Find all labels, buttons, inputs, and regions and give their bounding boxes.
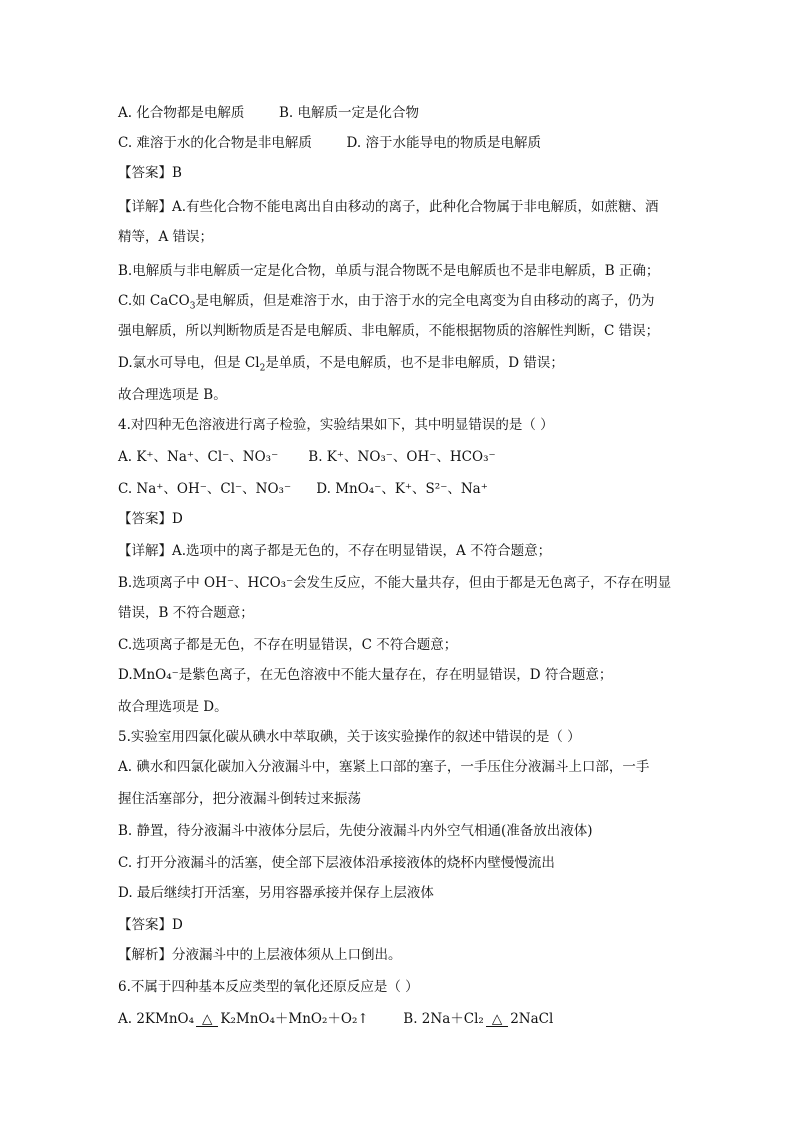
q4-stem: 4.对四种无色溶液进行离子检验，实验结果如下，其中明显错误的是（ ） xyxy=(118,417,554,433)
q3-detail-4-end: 是电解质，但是难溶于水，由于溶于水的完全电离变为自由移动的离子，仍为 xyxy=(195,293,655,309)
q3-option-c: C. 难溶于水的化合物是非电解质 xyxy=(118,135,312,151)
q6-option-a-reactant: A. 2KMnO₄ xyxy=(118,1011,195,1027)
q3-detail-line-3: B.电解质与非电解质一定是化合物，单质与混合物既不是电解质也不是非电解质，B 正确； xyxy=(118,263,660,279)
q3-conclusion: 故合理选项是 B。 xyxy=(118,387,227,403)
q6-option-b-product: 2NaCl xyxy=(510,1011,554,1027)
q5-answer: 【答案】D xyxy=(118,917,183,933)
q6-options-row-1 xyxy=(118,1010,678,1028)
q4-option-b: B. K⁺、NO₃⁻、OH⁻、HCO₃⁻ xyxy=(308,449,496,465)
q4-options-row-1 xyxy=(118,448,678,466)
q3-option-d: D. 溶于水能导电的物质是电解质 xyxy=(346,135,541,151)
q5-option-b: B. 静置，待分液漏斗中液体分层后，先使分液漏斗内外空气相通(准备放出液体) xyxy=(118,823,593,839)
q4-detail-line-5: D.MnO₄⁻是紫色离子，在无色溶液中不能大量存在，存在明显错误，D 符合题意； xyxy=(118,667,613,683)
q4-detail-line-1: 【详解】A.选项中的离子都是无色的，不存在明显错误，A 不符合题意； xyxy=(118,543,552,559)
q3-option-b: B. 电解质一定是化合物 xyxy=(278,105,419,121)
q6-option-a-products: K₂MnO₄＋MnO₂＋O₂↑ xyxy=(220,1011,369,1027)
q3-detail-line-2: 精等，A 错误； xyxy=(118,229,214,245)
q4-conclusion: 故合理选项是 D。 xyxy=(118,699,228,715)
q3-detail-line-1: 【详解】A.有些化合物不能电离出自由移动的离子，此种化合物属于非电解质，如蔗糖、酒 xyxy=(118,199,659,215)
q5-option-d: D. 最后继续打开活塞，另用容器承接并保存上层液体 xyxy=(118,885,434,901)
q4-option-a: A. K⁺、Na⁺、Cl⁻、NO₃⁻ xyxy=(118,449,279,465)
q3-detail-4-start: C.如 CaCO xyxy=(118,293,190,309)
q5-option-a-line-1: A. 碘水和四氯化碳加入分液漏斗中，塞紧上口部的塞子，一手压住分液漏斗上口部，一手 xyxy=(118,759,650,775)
q3-detail-line-6 xyxy=(118,354,678,372)
q4-answer: 【答案】D xyxy=(118,511,183,527)
q3-detail-6-subscript: 2 xyxy=(259,363,266,374)
q5-analysis: 【解析】分液漏斗中的上层液体须从上口倒出。 xyxy=(118,947,402,963)
q6-option-a-heat-condition: △ xyxy=(196,1012,218,1027)
q4-detail-line-3: 错误，B 不符合题意； xyxy=(118,605,254,621)
q3-detail-6-start: D.氯水可导电，但是 Cl xyxy=(118,355,260,371)
q5-stem: 5.实验室用四氯化碳从碘水中萃取碘，关于该实验操作的叙述中错误的是（ ） xyxy=(118,729,581,745)
q4-options-row-2 xyxy=(118,480,678,498)
q4-detail-line-2: B.选项离子中 OH⁻、HCO₃⁻会发生反应，不能大量共存，但由于都是无色离子，不存在明显 xyxy=(118,575,672,591)
q3-detail-4-subscript: 3 xyxy=(189,301,196,312)
q6-option-b-heat-condition: △ xyxy=(486,1012,508,1027)
q3-answer: 【答案】B xyxy=(118,165,182,181)
q4-option-d: D. MnO₄⁻、K⁺、S²⁻、Na⁺ xyxy=(316,481,488,497)
q3-detail-line-4 xyxy=(118,292,678,310)
q5-option-c: C. 打开分液漏斗的活塞，使全部下层液体沿承接液体的烧杯内壁慢慢流出 xyxy=(118,855,555,871)
q4-option-c: C. Na⁺、OH⁻、Cl⁻、NO₃⁻ xyxy=(118,481,292,497)
q3-options-row-1 xyxy=(118,104,678,122)
q3-detail-line-5: 强电解质，所以判断物质是否是电解质、非电解质，不能根据物质的溶解性判断，C 错误； xyxy=(118,323,660,339)
q4-detail-line-4: C.选项离子都是无色，不存在明显错误，C 不符合题意； xyxy=(118,637,458,653)
q6-option-b-reactants: B. 2Na＋Cl₂ xyxy=(403,1011,484,1027)
q5-option-a-line-2: 握住活塞部分，把分液漏斗倒转过来振荡 xyxy=(118,791,361,807)
q3-options-row-2 xyxy=(118,134,678,152)
q3-detail-6-end: 是单质，不是电解质，也不是非电解质，D 错误； xyxy=(265,355,564,371)
q6-stem: 6.不属于四种基本反应类型的氧化还原反应是（ ） xyxy=(118,979,419,995)
q3-option-a: A. 化合物都是电解质 xyxy=(118,105,245,121)
